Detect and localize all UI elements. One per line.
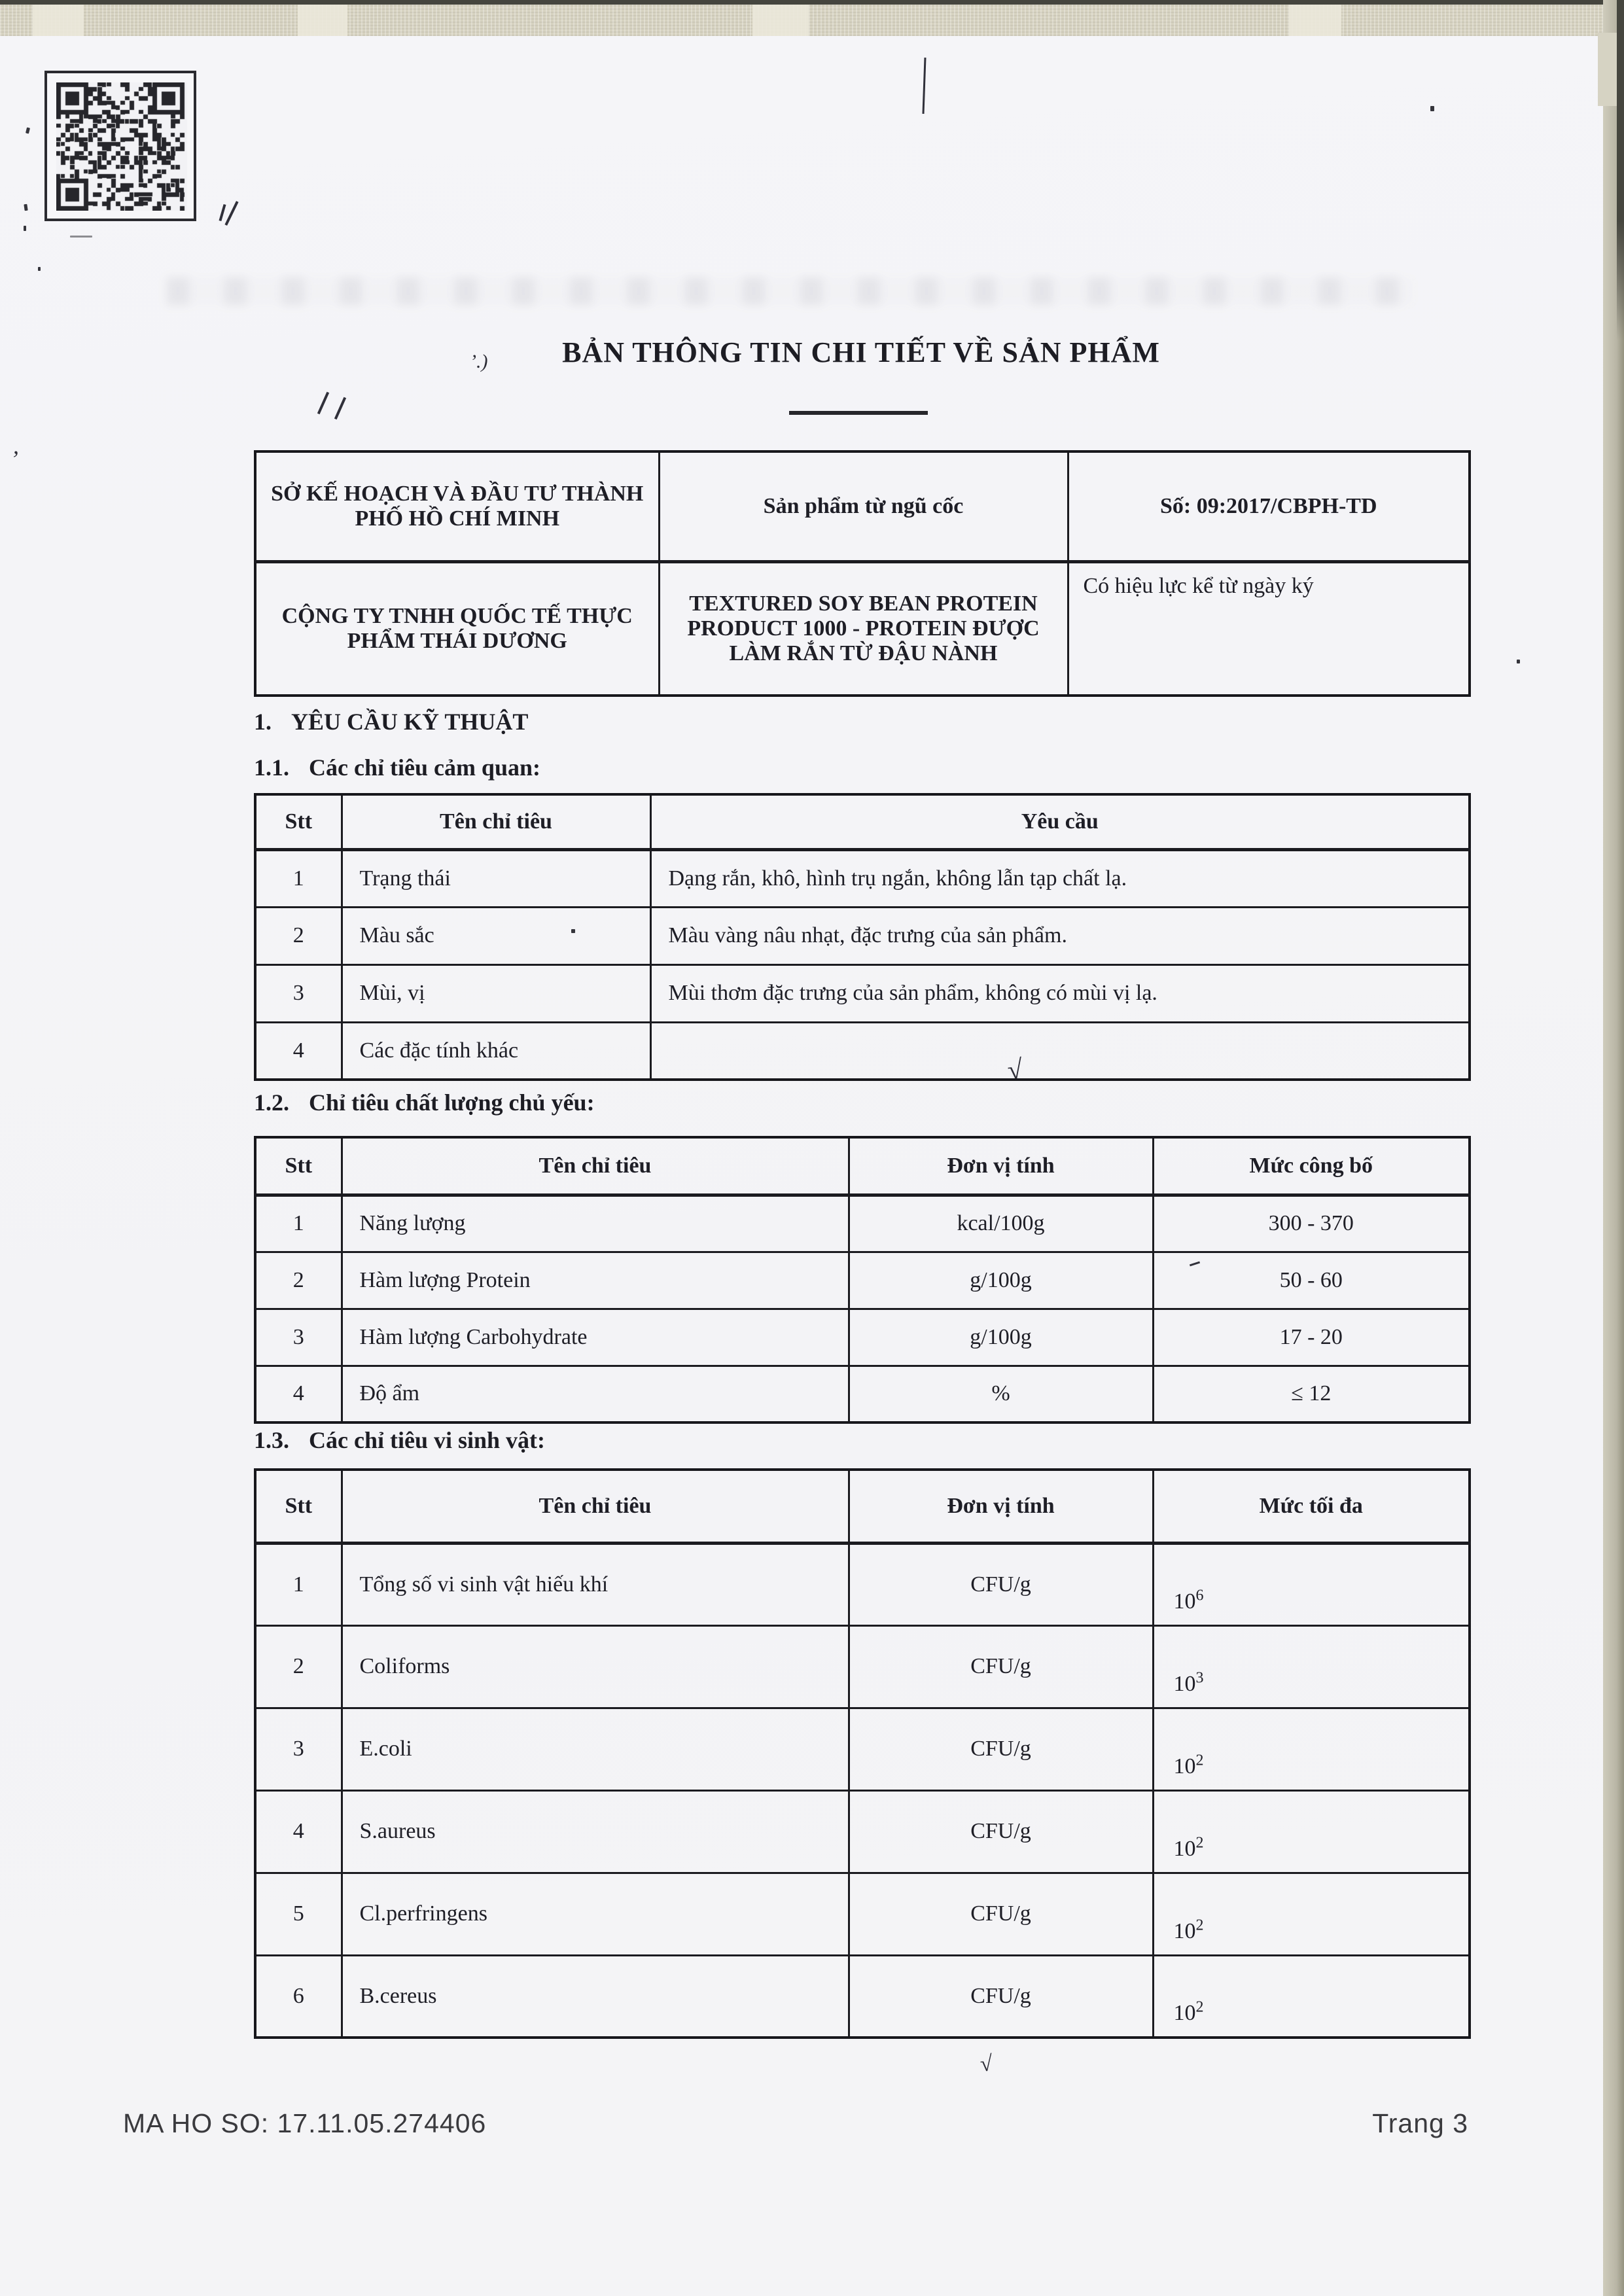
level-cell: 17 - 20 xyxy=(1153,1309,1470,1366)
handwritten-mark xyxy=(219,204,226,221)
scan-right-edge xyxy=(1603,0,1624,2296)
unit-cell: CFU/g xyxy=(849,1790,1153,1873)
table-row xyxy=(255,1309,1470,1366)
page-footer xyxy=(123,2108,1468,2139)
scan-speck xyxy=(923,58,927,114)
stt-cell: 3 xyxy=(255,1708,342,1790)
product-name: TEXTURED SOY BEAN PROTEIN PRODUCT 1000 - PROTEIN ĐƯỢC LÀM RẮN TỪ ĐẬU NÀNH xyxy=(659,561,1068,696)
validity-note: Có hiệu lực kể từ ngày ký xyxy=(1068,561,1470,696)
authority-name: SỞ KẾ HOẠCH VÀ ĐẦU TƯ THÀNH PHỐ HỒ CHÍ MINH xyxy=(255,451,659,561)
scan-band-gap xyxy=(752,5,809,36)
product-category: Sản phẩm từ ngũ cốc xyxy=(659,451,1068,561)
scan-band-gap xyxy=(33,5,84,36)
section-1-2-heading xyxy=(254,1089,595,1116)
section-1-3-heading xyxy=(254,1426,545,1454)
table-row xyxy=(255,1195,1470,1252)
name-cell: Độ ẩm xyxy=(342,1366,849,1422)
column-header: Yêu cầu xyxy=(650,794,1470,849)
level-cell: 300 - 370 xyxy=(1153,1195,1470,1252)
qr-code xyxy=(44,71,196,221)
name-cell: Các đặc tính khác xyxy=(342,1022,650,1080)
requirement-cell xyxy=(650,1022,1470,1080)
handwritten-mark: ’.) xyxy=(470,351,488,372)
scan-speck xyxy=(24,204,27,211)
scan-speck xyxy=(70,236,92,238)
requirement-cell: Màu vàng nâu nhạt, đặc trưng của sản phẩm. xyxy=(650,907,1470,964)
microbiology-table xyxy=(254,1468,1471,2039)
max-exponent: 2 xyxy=(1195,1998,1204,2016)
stt-cell: 1 xyxy=(255,1195,342,1252)
stt-cell: 3 xyxy=(255,964,342,1022)
column-header: Mức công bố xyxy=(1153,1137,1470,1195)
doc-code: MA HO SO: 17.11.05.274406 xyxy=(123,2108,487,2138)
requirement-cell: Dạng rắn, khô, hình trụ ngắn, không lẫn tạp chất lạ. xyxy=(650,849,1470,907)
table-row xyxy=(255,1625,1470,1708)
table-row xyxy=(255,907,1470,964)
table-row xyxy=(255,1022,1470,1080)
section-number: 1.3. xyxy=(254,1427,289,1453)
column-header: Stt xyxy=(255,794,342,849)
table-row xyxy=(255,1708,1470,1790)
max-exponent: 2 xyxy=(1195,1834,1204,1852)
name-cell: Hàm lượng Protein xyxy=(342,1252,849,1309)
name-cell: E.coli xyxy=(342,1708,849,1790)
handwritten-check: √ xyxy=(979,2051,993,2077)
table-row xyxy=(255,964,1470,1022)
max-level-cell xyxy=(1153,1543,1470,1625)
max-exponent: 6 xyxy=(1195,1587,1204,1604)
max-base: 10 xyxy=(1173,1836,1196,1861)
level-cell: 50 - 60 xyxy=(1153,1252,1470,1309)
title-rule xyxy=(789,411,928,415)
unit-cell: CFU/g xyxy=(849,1873,1153,1955)
unit-cell: g/100g xyxy=(849,1252,1153,1309)
max-level-cell xyxy=(1153,1708,1470,1790)
table-row xyxy=(255,849,1470,907)
table-row xyxy=(255,1252,1470,1309)
handwritten-mark xyxy=(334,397,346,420)
scan-speck xyxy=(26,128,30,134)
scan-band-gap xyxy=(1289,5,1341,36)
column-header: Stt xyxy=(255,1137,342,1195)
stt-cell: 2 xyxy=(255,1252,342,1309)
header-table xyxy=(254,450,1471,697)
table-row xyxy=(255,1790,1470,1873)
sensory-table xyxy=(254,793,1471,1081)
unit-cell: CFU/g xyxy=(849,1708,1153,1790)
requirement-cell: Mùi thơm đặc trưng của sản phẩm, không có mùi vị lạ. xyxy=(650,964,1470,1022)
max-base: 10 xyxy=(1173,1918,1196,1943)
scan-speck xyxy=(38,267,41,271)
page-number: Trang 3 xyxy=(1372,2108,1468,2138)
unit-cell: kcal/100g xyxy=(849,1195,1153,1252)
column-header: Tên chỉ tiêu xyxy=(342,794,650,849)
section-title: Các chỉ tiêu cảm quan: xyxy=(309,754,540,781)
column-header: Đơn vị tính xyxy=(849,1470,1153,1543)
name-cell: Tổng số vi sinh vật hiếu khí xyxy=(342,1543,849,1625)
column-header: Stt xyxy=(255,1470,342,1543)
name-cell: Năng lượng xyxy=(342,1195,849,1252)
stt-cell: 4 xyxy=(255,1366,342,1422)
max-exponent: 2 xyxy=(1195,1916,1204,1934)
qr-code-canvas xyxy=(56,82,187,211)
scan-speck xyxy=(1517,660,1520,663)
max-exponent: 2 xyxy=(1195,1752,1204,1769)
stt-cell: 1 xyxy=(255,1543,342,1625)
page-title: BẢN THÔNG TIN CHI TIẾT VỀ SẢN PHẨM xyxy=(562,336,1160,368)
name-cell: Cl.perfringens xyxy=(342,1873,849,1955)
scan-top-edge xyxy=(0,0,1624,5)
max-base: 10 xyxy=(1173,1754,1196,1778)
column-header: Đơn vị tính xyxy=(849,1137,1153,1195)
max-exponent: 3 xyxy=(1195,1669,1204,1687)
max-level-cell xyxy=(1153,1873,1470,1955)
section-number: 1. xyxy=(254,709,272,735)
column-header: Tên chỉ tiêu xyxy=(342,1470,849,1543)
name-cell: S.aureus xyxy=(342,1790,849,1873)
section-number: 1.2. xyxy=(254,1089,289,1116)
name-cell: Hàm lượng Carbohydrate xyxy=(342,1309,849,1366)
bleed-through-smudge xyxy=(167,277,1413,305)
company-name: CỘNG TY TNHH QUỐC TẾ THỰC PHẨM THÁI DƯƠNG xyxy=(255,561,659,696)
stt-cell: 2 xyxy=(255,1625,342,1708)
name-cell: B.cereus xyxy=(342,1955,849,2038)
max-base: 10 xyxy=(1173,1589,1196,1614)
section-1-1-heading xyxy=(254,754,540,781)
handwritten-mark xyxy=(317,392,329,415)
stt-cell: 5 xyxy=(255,1873,342,1955)
table-row xyxy=(255,1366,1470,1422)
unit-cell: % xyxy=(849,1366,1153,1422)
scan-speck xyxy=(24,226,26,231)
stt-cell: 4 xyxy=(255,1790,342,1873)
column-header: Mức tối đa xyxy=(1153,1470,1470,1543)
stt-cell: 2 xyxy=(255,907,342,964)
stt-cell: 4 xyxy=(255,1022,342,1080)
unit-cell: CFU/g xyxy=(849,1955,1153,2038)
name-cell: Mùi, vị xyxy=(342,964,650,1022)
unit-cell: CFU/g xyxy=(849,1543,1153,1625)
unit-cell: g/100g xyxy=(849,1309,1153,1366)
section-1-heading xyxy=(254,708,528,735)
handwritten-mark xyxy=(224,201,238,226)
scan-right-dark-edge xyxy=(1617,0,1624,340)
stt-cell: 6 xyxy=(255,1955,342,2038)
handwritten-check: √ xyxy=(1006,1054,1025,1087)
table-row xyxy=(255,1873,1470,1955)
stt-cell: 3 xyxy=(255,1309,342,1366)
max-base: 10 xyxy=(1173,1671,1196,1696)
stt-cell: 1 xyxy=(255,849,342,907)
max-level-cell xyxy=(1153,1955,1470,2038)
scan-top-band xyxy=(0,5,1624,36)
section-title: YÊU CẦU KỸ THUẬT xyxy=(291,709,529,735)
name-cell: Trạng thái xyxy=(342,849,650,907)
name-cell: Coliforms xyxy=(342,1625,849,1708)
max-level-cell xyxy=(1153,1790,1470,1873)
quality-table xyxy=(254,1136,1471,1424)
level-cell: ≤ 12 xyxy=(1153,1366,1470,1422)
scan-speck xyxy=(1430,106,1434,111)
name-cell: Màu sắc xyxy=(342,907,650,964)
section-number: 1.1. xyxy=(254,754,289,781)
publication-number: Số: 09:2017/CBPH-TD xyxy=(1068,451,1470,561)
scan-band-gap xyxy=(298,5,347,36)
max-base: 10 xyxy=(1173,2001,1196,2025)
table-row xyxy=(255,1543,1470,1625)
unit-cell: CFU/g xyxy=(849,1625,1153,1708)
section-title: Chỉ tiêu chất lượng chủ yếu: xyxy=(309,1089,595,1116)
table-row xyxy=(255,1955,1470,2038)
handwritten-mark: , xyxy=(13,433,19,459)
column-header: Tên chỉ tiêu xyxy=(342,1137,849,1195)
max-level-cell xyxy=(1153,1625,1470,1708)
section-title: Các chỉ tiêu vi sinh vật: xyxy=(309,1427,546,1453)
